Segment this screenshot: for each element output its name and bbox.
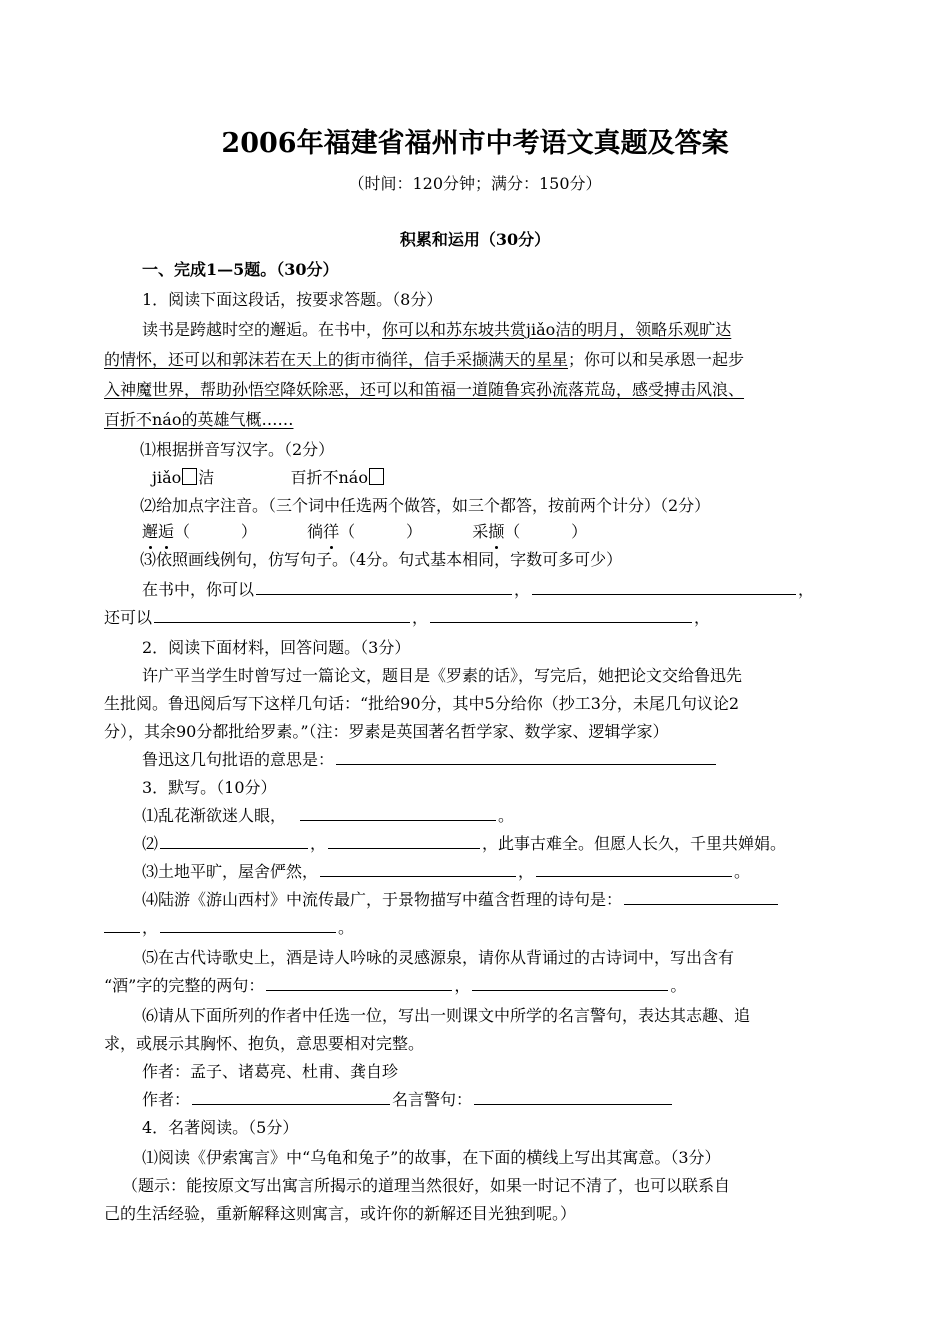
q3-authors: 作者：孟子、诸葛亮、杜甫、龚自珍 xyxy=(142,1062,399,1081)
q3-text: ⑴乱花渐欲迷人眼， xyxy=(142,806,287,825)
answer-blank[interactable] xyxy=(256,578,512,595)
q3-label: 作者： xyxy=(142,1090,191,1109)
q1-sub3: ⑶依照画线例句，仿写句子。（4分。句式基本相同，字数可多可少） xyxy=(140,550,623,569)
punct: 。 xyxy=(338,918,355,937)
q1-dotted-words xyxy=(104,520,848,544)
punct: ， xyxy=(454,976,471,995)
q3-item-2 xyxy=(104,832,848,856)
answer-blank[interactable] xyxy=(336,748,716,765)
answer-blank[interactable] xyxy=(328,832,480,849)
punct: 。 xyxy=(498,806,515,825)
answer-blank[interactable] xyxy=(532,578,796,595)
pinyin-tail: 洁 xyxy=(198,468,215,487)
underlined-example: 你可以和苏东坡共赏jiǎo洁的明月，领略乐观旷达 xyxy=(382,320,732,339)
q3-item-6-cont: 求，或展示其胸怀、抱负，意思要相对完整。 xyxy=(104,1034,425,1053)
answer-paren[interactable]: （ ） xyxy=(504,522,588,541)
q3-label: 名言警句： xyxy=(392,1090,473,1109)
passage-text: 读书是跨越时空的邂逅。在书中， xyxy=(142,320,383,339)
punct: ， xyxy=(798,580,815,599)
answer-blank[interactable] xyxy=(320,860,516,877)
q3-item-3 xyxy=(104,860,848,884)
dotted-char: 逅 xyxy=(158,520,174,544)
q2-paragraph-3: 分），其余90分都批给罗素。”（注：罗素是英国著名哲学家、数学家、逻辑学家） xyxy=(104,722,669,741)
q1-imitate-row-1 xyxy=(104,578,848,602)
punct: 。 xyxy=(670,976,687,995)
q2-title: 2．阅读下面材料，回答问题。（3分） xyxy=(142,638,411,657)
answer-blank[interactable] xyxy=(160,916,336,933)
part-heading: 一、完成1—5题。（30分） xyxy=(142,260,339,279)
q1-title: 1．阅读下面这段话，按要求答题。（8分） xyxy=(142,290,443,309)
answer-paren[interactable]: （ ） xyxy=(339,522,422,541)
underlined-example: 的情怀，还可以和郭沫若在天上的街市徜徉，信手采撷满天的星星 xyxy=(104,350,569,369)
underlined-example: 百折不náo的英雄气概…… xyxy=(104,410,294,429)
answer-blank[interactable] xyxy=(104,916,140,933)
punct: ， xyxy=(142,918,159,937)
dotted-char: 徉 xyxy=(323,520,339,544)
q4-hint-2: 己的生活经验，重新解释这则寓言，或许你的新解还目光独到呢。） xyxy=(104,1204,577,1223)
pinyin-label: náo xyxy=(338,468,368,487)
author-answer-blank[interactable] xyxy=(192,1088,390,1105)
q2-answer-row xyxy=(104,748,848,772)
q1-passage-line-2 xyxy=(104,348,848,372)
q2-paragraph-1: 许广平当学生时曾写过一篇论文，题目是《罗素的话》，写完后，她把论文交给鲁迅先 xyxy=(142,666,743,685)
passage-text: ；你可以和吴承恩一起步 xyxy=(568,350,745,369)
q1-passage-line-3: 入神魔世界，帮助孙悟空降妖除恶，还可以和笛福一道随鲁宾孙流落荒岛，感受搏击风浪、 xyxy=(104,380,745,399)
q3-text: ⑷陆游《游山西村》中流传最广，于景物描写中蕴含哲理的诗句是： xyxy=(142,890,623,909)
q3-item-4 xyxy=(104,888,848,912)
answer-blank[interactable] xyxy=(430,606,692,623)
answer-box[interactable] xyxy=(182,468,197,485)
q2-ask: 鲁迅这几句批语的意思是： xyxy=(142,750,335,769)
section-heading: 积累和运用（30分） xyxy=(399,230,551,249)
answer-blank[interactable] xyxy=(266,974,452,991)
q1-pinyin-row xyxy=(104,466,848,490)
answer-blank[interactable] xyxy=(624,888,778,905)
dotted-char: 撷 xyxy=(488,520,504,544)
q1-passage-line-1 xyxy=(104,318,848,342)
answer-box[interactable] xyxy=(369,468,384,485)
quote-answer-blank[interactable] xyxy=(474,1088,672,1105)
q4-item-1: ⑴阅读《伊索寓言》中“乌龟和兔子”的故事，在下面的横线上写出其寓意。（3分） xyxy=(142,1148,721,1167)
punct: ， xyxy=(694,608,711,627)
answer-blank[interactable] xyxy=(472,974,668,991)
pinyin-lead: 百折不 xyxy=(290,468,339,487)
page-title: 2006年福建省福州市中考语文真题及答案 xyxy=(221,128,729,159)
q3-title: 3．默写。（10分） xyxy=(142,778,277,797)
q1-passage-line-4 xyxy=(104,408,848,432)
answer-paren[interactable]: （ ） xyxy=(174,522,257,541)
q3-item-5: ⑸在古代诗歌史上，酒是诗人吟咏的灵感源泉，请你从背诵过的古诗词中，写出含有 xyxy=(142,948,735,967)
q3-text: “酒”字的完整的两句： xyxy=(104,976,265,995)
q1-imitate-row-2 xyxy=(104,606,848,630)
pinyin-label: jiǎo xyxy=(152,468,182,487)
q3-item-1 xyxy=(104,804,848,828)
answer-blank[interactable] xyxy=(154,606,410,623)
imitate-lead: 还可以 xyxy=(104,608,153,627)
q3-text: ⑵ xyxy=(142,834,159,853)
q1-sub2: ⑵给加点字注音。（三个词中任选两个做答，如三个都答，按前两个计分）（2分） xyxy=(140,496,711,515)
imitate-lead: 在书中，你可以 xyxy=(142,580,255,599)
exam-info: （时间：120分钟；满分：150分） xyxy=(348,174,602,193)
dotted-char: 邂 xyxy=(142,520,158,544)
punct: ， xyxy=(412,608,429,627)
q2-paragraph-2: 生批阅。鲁迅阅后写下这样几句话：“批给90分，其中5分给你（抄工3分，未尾几句议论2 xyxy=(104,694,740,713)
punct: ， xyxy=(518,862,535,881)
q3-text: ，此事古难全。但愿人长久，千里共婵娟。 xyxy=(482,834,787,853)
word-char: 徜 xyxy=(307,522,324,541)
punct: 。 xyxy=(734,862,751,881)
answer-blank[interactable] xyxy=(536,860,732,877)
q3-item-5-cont xyxy=(104,974,848,998)
q3-text: ⑶土地平旷，屋舍俨然， xyxy=(142,862,319,881)
punct: ， xyxy=(514,580,531,599)
word-char: 采 xyxy=(472,522,489,541)
punct: ， xyxy=(310,834,327,853)
q4-hint-1: （题示：能按原文写出寓言所揭示的道理当然很好，如果一时记不清了，也可以联系自 xyxy=(122,1176,731,1195)
q3-item-4-cont xyxy=(104,916,848,940)
q3-item-6: ⑹请从下面所列的作者中任选一位，写出一则课文中所学的名言警句，表达其志趣、追 xyxy=(142,1006,751,1025)
q4-title: 4．名著阅读。（5分） xyxy=(142,1118,299,1137)
q3-author-row xyxy=(104,1088,848,1112)
answer-blank[interactable] xyxy=(160,832,308,849)
answer-blank[interactable] xyxy=(300,804,496,821)
q1-sub1: ⑴根据拼音写汉字。（2分） xyxy=(140,440,335,459)
